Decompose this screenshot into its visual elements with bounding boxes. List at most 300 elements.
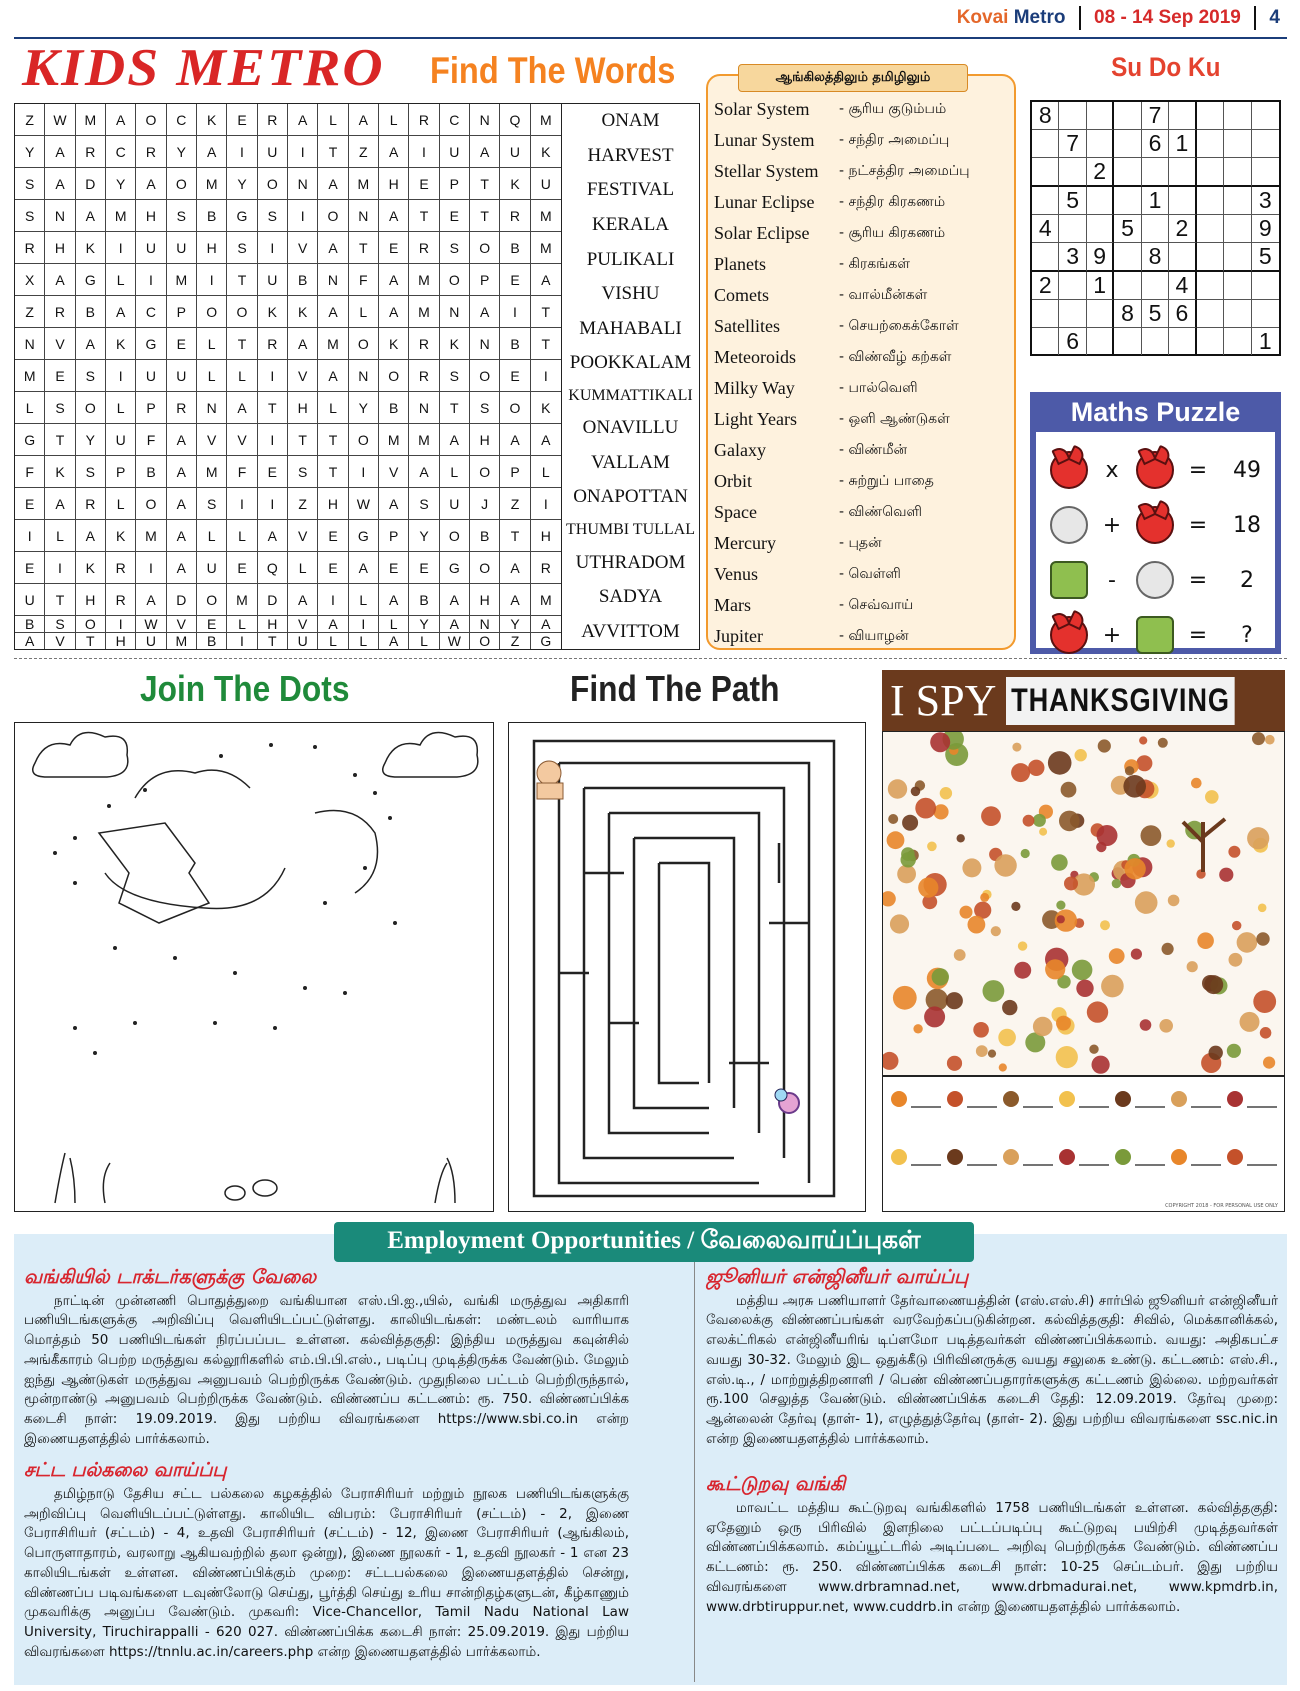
ispy-item-icon xyxy=(1227,1149,1243,1165)
grid-letter: A xyxy=(167,456,197,488)
sudoku-cell[interactable] xyxy=(1224,102,1251,130)
sudoku-cell[interactable]: 3 xyxy=(1252,187,1279,215)
sudoku-cell[interactable] xyxy=(1114,158,1141,187)
sudoku-cell[interactable] xyxy=(1114,243,1141,272)
sudoku-cell[interactable]: 5 xyxy=(1142,300,1169,328)
sudoku-cell[interactable]: 6 xyxy=(1169,300,1196,328)
thanksgiving-item xyxy=(994,854,1016,876)
sudoku-cell[interactable]: 6 xyxy=(1059,328,1086,355)
ispy-item-icon xyxy=(1115,1091,1131,1107)
grid-letter: W xyxy=(45,104,75,136)
sudoku-cell[interactable] xyxy=(1169,102,1196,130)
sudoku-cell[interactable]: 7 xyxy=(1142,102,1169,130)
grid-letter: B xyxy=(197,200,227,232)
grid-letter: G xyxy=(76,264,106,296)
glossary-row xyxy=(714,218,1014,249)
grid-letter: T xyxy=(409,200,439,232)
grid-letter: A xyxy=(167,520,197,552)
grid-letter: L xyxy=(197,328,227,360)
grid-letter: T xyxy=(470,168,500,200)
sudoku-cell[interactable] xyxy=(1114,328,1141,355)
grid-letter: A xyxy=(379,136,409,168)
employment-left-column xyxy=(24,1262,629,1662)
sudoku-cell[interactable] xyxy=(1032,300,1059,328)
grid-letter: B xyxy=(15,616,45,633)
job-heading: கூட்டுறவு வங்கி xyxy=(706,1473,846,1496)
sudoku-cell[interactable] xyxy=(1252,102,1279,130)
sudoku-grid xyxy=(1030,100,1281,356)
sudoku-cell[interactable] xyxy=(1142,272,1169,300)
grid-letter: P xyxy=(136,392,166,424)
thanksgiving-item xyxy=(1240,1012,1260,1032)
sudoku-cell[interactable] xyxy=(1087,328,1114,355)
maths-equation xyxy=(1050,560,1275,600)
thanksgiving-item xyxy=(1197,932,1214,949)
grid-letter: A xyxy=(531,424,561,456)
maths-symbol: x xyxy=(1105,457,1119,483)
sudoku-cell[interactable] xyxy=(1197,158,1224,187)
word-list-item: MAHABALI xyxy=(579,317,682,339)
sudoku-cell[interactable] xyxy=(1224,187,1251,215)
grid-letter: K xyxy=(106,328,136,360)
thanksgiving-item xyxy=(1228,846,1240,858)
grid-letter: U xyxy=(440,488,470,520)
grid-letter: O xyxy=(76,616,106,633)
sudoku-cell[interactable]: 2 xyxy=(1169,215,1196,243)
grid-letter: U xyxy=(531,168,561,200)
grid-letter: S xyxy=(15,168,45,200)
grid-letter: O xyxy=(349,424,379,456)
sudoku-cell[interactable]: 4 xyxy=(1169,272,1196,300)
thanksgiving-item xyxy=(1002,1000,1017,1015)
grid-letter: S xyxy=(15,200,45,232)
grid-letter: M xyxy=(227,584,257,616)
page-number: 4 xyxy=(1269,7,1280,29)
grid-letter: I xyxy=(349,616,379,633)
tree-icon xyxy=(1183,819,1225,872)
word-list-item: VALLAM xyxy=(591,451,670,473)
glossary-row xyxy=(714,590,1014,621)
cloud-icon xyxy=(383,733,478,778)
grid-letter: E xyxy=(379,232,409,264)
thanksgiving-items-illustration xyxy=(883,732,1283,1074)
grid-letter: S xyxy=(440,360,470,392)
thanksgiving-item xyxy=(1014,962,1031,979)
thanksgiving-item xyxy=(1260,1027,1272,1039)
grid-letter: P xyxy=(106,456,136,488)
thanksgiving-item xyxy=(983,980,1005,1002)
grid-letter: V xyxy=(167,616,197,633)
grid-letter: A xyxy=(106,104,136,136)
sudoku-cell[interactable] xyxy=(1087,300,1114,328)
sudoku-cell[interactable]: 5 xyxy=(1252,243,1279,272)
grid-letter: R xyxy=(500,200,530,232)
glossary-tamil: - சுற்றுப் பாதை xyxy=(839,472,934,489)
sudoku-cell[interactable]: 6 xyxy=(1142,130,1169,158)
grid-letter: K xyxy=(288,296,318,328)
sudoku-cell[interactable] xyxy=(1252,272,1279,300)
thanksgiving-item xyxy=(1204,975,1223,994)
maths-symbol: = xyxy=(1188,457,1208,483)
ispy-title: I SPY xyxy=(890,676,997,725)
glossary-row xyxy=(714,156,1014,187)
grid-letter: L xyxy=(440,456,470,488)
robot-icon xyxy=(1050,561,1088,599)
glossary-english: Lunar System xyxy=(714,130,815,150)
sudoku-cell[interactable] xyxy=(1224,215,1251,243)
sudoku-cell[interactable]: 5 xyxy=(1114,215,1141,243)
grid-letter: G xyxy=(136,328,166,360)
grid-letter: I xyxy=(106,232,136,264)
grid-letter: V xyxy=(227,424,257,456)
grid-letter: L xyxy=(349,633,379,649)
sudoku-cell[interactable] xyxy=(1224,300,1251,328)
sudoku-cell[interactable] xyxy=(1059,158,1086,187)
grid-letter: Y xyxy=(227,168,257,200)
thanksgiving-item xyxy=(1098,739,1111,752)
grid-letter: N xyxy=(318,264,348,296)
grid-letter: V xyxy=(197,424,227,456)
grid-letter: A xyxy=(409,456,439,488)
grid-letter: I xyxy=(409,136,439,168)
sudoku-cell[interactable] xyxy=(1114,272,1141,300)
sudoku-cell[interactable] xyxy=(1059,300,1086,328)
sudoku-cell[interactable]: 1 xyxy=(1142,187,1169,215)
sudoku-cell[interactable] xyxy=(1197,130,1224,158)
grid-letter: A xyxy=(531,264,561,296)
sudoku-cell[interactable] xyxy=(1224,328,1251,355)
thanksgiving-item xyxy=(887,831,905,849)
grid-letter: A xyxy=(379,633,409,649)
sudoku-cell[interactable] xyxy=(1114,187,1141,215)
sudoku-cell[interactable] xyxy=(1169,158,1196,187)
grid-letter: I xyxy=(136,552,166,584)
sudoku-cell[interactable] xyxy=(1032,328,1059,355)
thanksgiving-item xyxy=(973,1022,989,1038)
grid-letter: I xyxy=(500,296,530,328)
glossary-tamil: - ஒளி ஆண்டுகள் xyxy=(839,410,950,427)
sudoku-cell[interactable] xyxy=(1087,102,1114,130)
thanksgiving-item xyxy=(1076,980,1093,997)
grid-letter: H xyxy=(531,520,561,552)
sudoku-cell[interactable] xyxy=(1114,102,1141,130)
sudoku-cell[interactable] xyxy=(1197,102,1224,130)
sudoku-cell[interactable] xyxy=(1142,158,1169,187)
glossary-tamil: - கிரகங்கள் xyxy=(839,255,911,272)
grid-letter: E xyxy=(440,200,470,232)
grid-letter: A xyxy=(167,552,197,584)
grid-letter: M xyxy=(15,360,45,392)
sudoku-cell[interactable] xyxy=(1224,130,1251,158)
thanksgiving-item xyxy=(1039,828,1047,836)
ispy-item-icon xyxy=(891,1149,907,1165)
grid-letter: A xyxy=(379,200,409,232)
thanksgiving-item xyxy=(1265,735,1275,745)
sudoku-cell[interactable] xyxy=(1032,158,1059,187)
grid-letter: M xyxy=(167,633,197,649)
grid-letter: V xyxy=(379,456,409,488)
glossary-english: Jupiter xyxy=(714,626,763,646)
glossary-row xyxy=(714,342,1014,373)
sudoku-cell[interactable] xyxy=(1032,187,1059,215)
ispy-item-icon xyxy=(1059,1149,1075,1165)
sudoku-cell[interactable] xyxy=(1252,300,1279,328)
sudoku-cell[interactable] xyxy=(1114,130,1141,158)
grid-letter: R xyxy=(409,232,439,264)
sudoku-cell[interactable] xyxy=(1197,272,1224,300)
sudoku-cell[interactable] xyxy=(1252,158,1279,187)
sudoku-cell[interactable] xyxy=(1197,187,1224,215)
grid-letter: M xyxy=(409,264,439,296)
glossary-tamil: - வியாழன் xyxy=(839,627,909,644)
grid-letter: P xyxy=(500,456,530,488)
sudoku-cell[interactable]: 1 xyxy=(1087,272,1114,300)
sudoku-cell[interactable] xyxy=(1142,215,1169,243)
grid-letter: A xyxy=(76,200,106,232)
column-divider xyxy=(694,1262,695,1682)
sudoku-cell[interactable] xyxy=(1197,300,1224,328)
maths-equation xyxy=(1050,615,1275,655)
thanksgiving-item xyxy=(1219,868,1233,882)
grid-letter: T xyxy=(440,392,470,424)
grid-letter: S xyxy=(470,392,500,424)
sudoku-cell[interactable]: 8 xyxy=(1114,300,1141,328)
thanksgiving-item xyxy=(888,779,907,798)
job-heading: சட்ட பல்கலை வாய்ப்பு xyxy=(24,1459,227,1482)
thanksgiving-item xyxy=(1167,839,1175,847)
grid-letter: R xyxy=(136,136,166,168)
sudoku-cell[interactable] xyxy=(1032,243,1059,272)
word-list-item: PULIKALI xyxy=(586,248,675,270)
sudoku-cell[interactable] xyxy=(1197,243,1224,272)
grid-letter: N xyxy=(197,392,227,424)
word-list-item: KUMMATTIKALI xyxy=(568,386,693,404)
glossary-tamil: - சந்திர அமைப்பு xyxy=(839,131,950,148)
elephant-dots-illustration xyxy=(15,723,492,1210)
grid-letter: A xyxy=(470,136,500,168)
thanksgiving-item xyxy=(1140,1019,1152,1031)
maths-symbol: = xyxy=(1188,622,1208,648)
thanksgiving-item xyxy=(932,968,949,985)
thanksgiving-item xyxy=(1101,975,1124,998)
grid-letter: N xyxy=(470,104,500,136)
sudoku-cell[interactable] xyxy=(1169,328,1196,355)
sudoku-cell[interactable] xyxy=(1224,243,1251,272)
grid-letter: T xyxy=(349,232,379,264)
grid-letter: Z xyxy=(349,136,379,168)
glossary-tamil: - புதன் xyxy=(839,534,882,551)
grid-letter: K xyxy=(76,552,106,584)
grid-letter: I xyxy=(106,616,136,633)
ispy-item-icon xyxy=(1171,1149,1187,1165)
grid-letter: A xyxy=(76,520,106,552)
grid-letter: A xyxy=(318,168,348,200)
thanksgiving-item xyxy=(988,1050,996,1058)
sudoku-cell[interactable] xyxy=(1197,215,1224,243)
grid-letter: T xyxy=(318,136,348,168)
grid-letter: O xyxy=(470,456,500,488)
grid-letter: M xyxy=(531,200,561,232)
grid-letter: O xyxy=(258,168,288,200)
grid-letter: A xyxy=(288,584,318,616)
grid-letter: A xyxy=(318,616,348,633)
sudoku-cell[interactable]: 1 xyxy=(1258,328,1272,354)
sudoku-cell[interactable] xyxy=(1059,102,1086,130)
glossary-tamil: - வெள்ளி xyxy=(839,565,901,582)
grid-letter: L xyxy=(227,616,257,633)
grid-letter: H xyxy=(288,392,318,424)
ispy-item-icon xyxy=(891,1091,907,1107)
grid-letter: A xyxy=(440,424,470,456)
word-list-item: HARVEST xyxy=(587,144,674,166)
thanksgiving-item xyxy=(1023,815,1035,827)
thanksgiving-item xyxy=(902,815,918,831)
grid-letter: L xyxy=(106,264,136,296)
grid-letter: V xyxy=(45,633,75,649)
maths-equation xyxy=(1050,450,1275,490)
grid-letter: M xyxy=(349,168,379,200)
grid-letter: O xyxy=(440,264,470,296)
thanksgiving-item xyxy=(1123,775,1146,798)
sudoku-cell[interactable] xyxy=(1059,272,1086,300)
sudoku-cell[interactable] xyxy=(1142,328,1169,355)
glossary-row xyxy=(714,94,1014,125)
maths-symbol: + xyxy=(1102,512,1122,538)
thanksgiving-item xyxy=(1057,915,1065,923)
thanksgiving-item xyxy=(918,878,938,898)
grid-letter: U xyxy=(136,360,166,392)
glossary-tamil: - வால்மீன்கள் xyxy=(839,286,928,303)
grid-letter: E xyxy=(409,168,439,200)
grid-letter: U xyxy=(288,633,318,649)
grid-letter: N xyxy=(470,328,500,360)
sudoku-cell[interactable] xyxy=(1224,158,1251,187)
grid-letter: U xyxy=(136,232,166,264)
sudoku-cell[interactable]: 5 xyxy=(1059,187,1086,215)
grid-letter: A xyxy=(227,392,257,424)
grid-letter: L xyxy=(15,392,45,424)
grid-letter: Y xyxy=(15,136,45,168)
grid-letter: N xyxy=(45,200,75,232)
word-list xyxy=(562,103,700,650)
maze-illustration xyxy=(509,723,864,1210)
sudoku-cell[interactable] xyxy=(1059,215,1086,243)
sudoku-cell[interactable] xyxy=(1032,130,1059,158)
maze-puzzle xyxy=(508,722,866,1212)
grid-letter: D xyxy=(167,584,197,616)
maths-symbol: = xyxy=(1188,512,1208,538)
grid-letter: I xyxy=(136,264,166,296)
sudoku-cell[interactable] xyxy=(1087,215,1114,243)
glossary-tamil: - சூரிய குடும்பம் xyxy=(839,100,947,117)
sudoku-cell[interactable]: 9 xyxy=(1087,243,1114,272)
thanksgiving-item xyxy=(1162,943,1174,955)
thanksgiving-item xyxy=(924,1006,945,1027)
grid-letter: M xyxy=(379,424,409,456)
sudoku-cell[interactable]: 2 xyxy=(1087,158,1114,187)
sudoku-cell[interactable] xyxy=(1087,187,1114,215)
glossary-english: Orbit xyxy=(714,471,752,491)
sudoku-cell[interactable] xyxy=(1252,130,1279,158)
grid-letter: T xyxy=(258,633,288,649)
grid-letter: O xyxy=(500,392,530,424)
grid-letter: S xyxy=(227,232,257,264)
grid-letter: O xyxy=(197,584,227,616)
sudoku-cell[interactable] xyxy=(1197,328,1224,355)
sudoku-cell[interactable]: 4 xyxy=(1032,215,1059,243)
sudoku-cell[interactable]: 8 xyxy=(1142,243,1169,272)
sudoku-cell[interactable] xyxy=(1087,130,1114,158)
grid-letter: Z xyxy=(15,104,45,136)
sudoku-cell[interactable] xyxy=(1169,243,1196,272)
grid-letter: K xyxy=(258,296,288,328)
sudoku-title: Su Do Ku xyxy=(1111,52,1221,82)
glossary-tamil: - விண்வெளி xyxy=(839,503,923,520)
thanksgiving-item xyxy=(897,865,916,884)
grid-letter: M xyxy=(136,520,166,552)
sudoku-cell[interactable]: 9 xyxy=(1252,215,1279,243)
grid-letter: M xyxy=(531,104,561,136)
glossary-english: Venus xyxy=(714,564,758,584)
job-text: மத்திய அரசு பணியாளர் தேர்வாணையத்தின் (எஸ்.எஸ்.சி) சார்பில் ஜூனியர் என்ஜினீயர் வேலைக்கு விண்ணப்பங்கள் வரவேற்கப்படுகின்றன. கல்வித்தகுதி: சிவில், மெக்கானிக்கல், எலக்ட்ரிகல் என்ஜினீயரிங் டிப்ளமோ படித்தவர்கள் விண்ணப்பிக்கலாம். வயது: அதிகபட்ச வயது 30-32. மேலும் இட ஒதுக்கீடு பிரிவினருக்கு வயது சலுகை உண்டு. கட்டணம்: எஸ்.சி., எஸ்.டி., / மாற்றுத்திறனாளி / பெண் விண்ணப்பதாரர்களுக்கு கட்டணம் இல்லை. மற்றவர்கள் ரூ.100 செலுத்த வேண்டும். விண்ணப்பிக்க கடைசி தேதி: 12.09.2019. தேர்வு முறை: ஆன்லைன் தேர்வு (தாள்- 1), எழுத்துத்தேர்வு (தாள்- 2). இது பற்றிய விவரங்களை ssc.nic.in என்ற இணையதளத்தில் பார்க்கலாம். xyxy=(706,1292,1278,1447)
grid-letter: E xyxy=(318,520,348,552)
grid-letter: U xyxy=(106,424,136,456)
sudoku-cell[interactable]: 7 xyxy=(1059,130,1086,158)
sudoku-cell[interactable]: 3 xyxy=(1059,243,1086,272)
grid-letter: T xyxy=(258,392,288,424)
sudoku-cell[interactable]: 8 xyxy=(1032,102,1059,130)
grid-letter: P xyxy=(440,168,470,200)
grid-letter: A xyxy=(136,168,166,200)
thanksgiving-item xyxy=(954,949,966,961)
grid-letter: T xyxy=(76,633,106,649)
section-divider xyxy=(14,658,1287,659)
sudoku-cell[interactable] xyxy=(1169,187,1196,215)
grid-letter: T xyxy=(531,296,561,328)
grid-letter: A xyxy=(76,328,106,360)
thanksgiving-item xyxy=(1012,743,1021,752)
grid-letter: U xyxy=(167,360,197,392)
grid-letter: A xyxy=(15,633,45,649)
glossary-english: Lunar Eclipse xyxy=(714,192,815,212)
grid-letter: I xyxy=(227,136,257,168)
sudoku-cell[interactable]: 1 xyxy=(1169,130,1196,158)
glossary-row xyxy=(714,559,1014,590)
thanksgiving-item xyxy=(976,1045,988,1057)
grid-letter: V xyxy=(45,328,75,360)
grid-letter: K xyxy=(531,392,561,424)
grid-letter: L xyxy=(531,456,561,488)
grid-letter: U xyxy=(500,136,530,168)
thanksgiving-item xyxy=(1247,827,1269,849)
sudoku-cell[interactable] xyxy=(1224,272,1251,300)
grid-letter: E xyxy=(227,104,257,136)
grid-letter: A xyxy=(197,136,227,168)
thanksgiving-item xyxy=(1064,877,1078,891)
glossary-english: Galaxy xyxy=(714,440,766,460)
word-list-item: UTHRADOM xyxy=(575,551,686,573)
grid-letter: I xyxy=(531,488,561,520)
grid-letter: K xyxy=(45,456,75,488)
grid-letter: O xyxy=(136,104,166,136)
grid-letter: B xyxy=(379,392,409,424)
sudoku-cell[interactable]: 2 xyxy=(1032,272,1059,300)
maths-symbol: 49 xyxy=(1233,457,1261,483)
thanksgiving-item xyxy=(968,916,986,934)
grid-letter: T xyxy=(470,200,500,232)
grid-letter: I xyxy=(258,360,288,392)
grid-letter: L xyxy=(197,360,227,392)
